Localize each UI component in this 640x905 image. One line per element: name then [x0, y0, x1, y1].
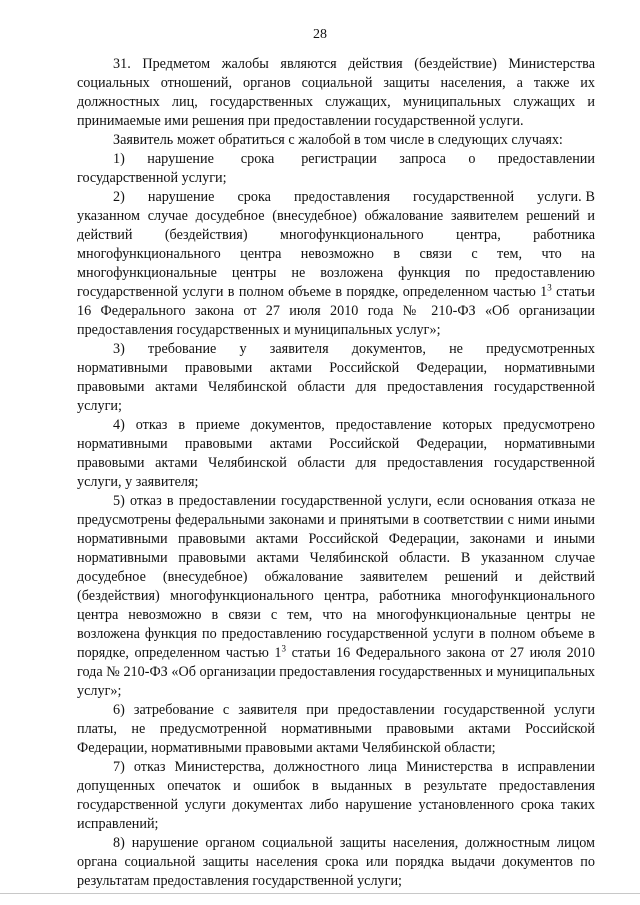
page-number: 28 — [313, 27, 327, 42]
paragraph-case-2 — [77, 188, 595, 340]
paragraph-31: 31. Предметом жалобы являются действия (бездействие) Министерства социальных отношений, органов социальной защиты населения, а также их должностных лиц, государственных служащих, муниципальных служащих и принимаемые ими решения при предоставлении государственной услуги. — [77, 56, 595, 129]
case-2-text: 2) нарушение срока предоставления государственной услуги. В указанном случае досудебное (внесудебное) обжалование заявителем решений и действий (бездействия) многофункционального центра, работника многофункционального центра невозможно в связи с тем, что на многофункциональные центры не возложена функция по предоставлению государственной услуги в полном объеме в порядке, определенном частью 1 — [77, 189, 595, 300]
case-2-superscript: 3 — [547, 282, 552, 293]
paragraph-case-8: 8) нарушение органом социальной защиты населения, должностным лицом органа социальной защиты населения срока или порядка выдачи документов по результатам предоставления государственной услуги; — [77, 835, 595, 889]
case-2-law-tail: статьи 16 Федерального закона от 27 июля 2010 года № 210-ФЗ «Об организации предоставления государственных и муниципальных услуг»; — [77, 284, 595, 338]
paragraph-case-5 — [77, 492, 595, 701]
paragraph-cases-intro: Заявитель может обратиться с жалобой в том числе в следующих случаях: — [113, 132, 563, 148]
paragraph-case-7: 7) отказ Министерства, должностного лица Министерства в исправлении допущенных опечаток и ошибок в выданных в результате предоставления государственной услуги документах либо нарушение установленного срока таких исправлений; — [77, 759, 595, 832]
paragraph-case-4: 4) отказ в приеме документов, предоставление которых предусмотрено нормативными правовыми актами Российской Федерации, нормативными правовыми актами Челябинской области для предоставления государственной услуги, у заявителя; — [77, 417, 595, 490]
case-5-text: 5) отказ в предоставлении государственной услуги, если основания отказа не предусмотрены федеральными законами и принятыми в соответствии с ними иными нормативными правовыми актами Российской Федерации, законами и иными нормативными правовыми актами Челябинской области. В указанном случае досудебное (внесудебное) обжалование заявителем решений и действий (бездействия) многофункционального центра, работника многофункционального центра невозможно в связи с тем, что на многофункциональные центры не возложена функция по предоставлению государственной услуги в полном объеме в порядке, определенном частью 1 — [77, 493, 595, 661]
paragraph-case-1: 1) нарушение срока регистрации запроса о предоставлении государственной услуги; — [77, 151, 595, 186]
paragraph-case-6: 6) затребование с заявителя при предоставлении государственной услуги платы, не предусмотренной нормативными правовыми актами Российской Федерации, нормативными правовыми актами Челябинской области; — [77, 702, 595, 756]
case-5-law-tail: статьи 16 Федерального закона от 27 июля 2010 года № 210-ФЗ «Об организации предоставления государственных и муниципальных услуг»; — [77, 645, 595, 699]
case-5-superscript: 3 — [281, 643, 286, 654]
document-body — [77, 55, 595, 891]
paragraph-case-3: 3) требование у заявителя документов, не предусмотренных нормативными правовыми актами Российской Федерации, нормативными правовыми актами Челябинской области для предоставления государственной услуги; — [77, 341, 595, 414]
scan-bottom-edge — [0, 893, 640, 894]
